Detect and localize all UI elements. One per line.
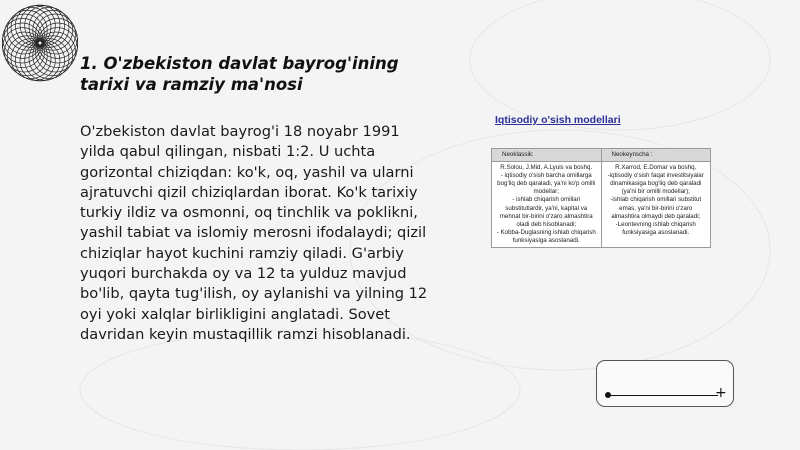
body-paragraph: O'zbekiston davlat bayrog'i 18 noyabr 1991 yilda qabul qilingan, nisbati 1:2. U uchta gorizontal chiziqdan: ko'k, oq, yashil va ularni ajratuvchi qizil chiziqlardan iborat. Ko'k tarixiy turkiy ildiz va osmonni, oq tinchlik va poklikni, yashil tabiat va islomiy merosni ifodalaydi; qizil chiziqlar hayot kuchini ramziy qiladi. G'arbiy yuqori burchakda oy va 12 ta yulduz mavjud bo'lib, qayta tug'ilish, oy aylanishi va yilning 12 oyi yoki xalqlar birlikligini anglatadi. Sovet davridan keyin mustaqillik ramzi hisoblanadi. xyxy=(80,123,428,343)
cell-line: - iqtisodiy o'sish barcha omillarga bog'liq deb qaraladi, ya'ni ko'p omilli modellar; xyxy=(497,172,596,196)
cell-line: -Leontevning ishlab chiqarish funksiyasiga asoslanadi. xyxy=(615,220,696,236)
column-header: Neoklassik: xyxy=(492,149,602,162)
cell-line: - ishlab chiqarish omillari substitutlardir, ya'ni, kapital va mehnat bir-birini o'zaro almashtira oladi deb hisoblanadi; xyxy=(499,196,593,228)
models-image xyxy=(483,108,725,286)
cell-line: -iqtisodiy o'sish faqat investitsiyalar dinamikasiga bog'liq deb qaraladi (ya'ni bir omilli modellar); xyxy=(607,172,704,196)
column-header: Neokeynscha : xyxy=(601,149,711,162)
cell-line: R.Xarrod, E.Domar va boshq. xyxy=(615,164,697,172)
models-table xyxy=(491,148,711,248)
table-cell-neokeynscha xyxy=(601,162,711,248)
slide-title: 1. O'zbekiston davlat bayrog'ining tarixi va ramziy ma'nosi xyxy=(80,54,399,94)
cell-line: -ishlab chiqarish omillari substitut emas, ya'ni bir-birini o'zaro almashtira olmaydi deb qaraladi; xyxy=(610,196,702,220)
slider-widget[interactable] xyxy=(596,360,734,407)
image-title: Iqtisodiy o'sish modellari xyxy=(495,114,621,126)
table-row xyxy=(492,162,711,248)
slider-track[interactable] xyxy=(608,395,718,396)
radio-dot-icon[interactable] xyxy=(605,392,611,398)
table-header-row xyxy=(492,149,711,162)
table-cell-neoklassik xyxy=(492,162,602,248)
cell-line: - Kobba-Duglasning ishlab chiqarish funksiyasiga asoslanadi. xyxy=(496,228,596,244)
decorative-circle xyxy=(2,0,78,86)
plus-icon[interactable]: + xyxy=(715,385,727,401)
cell-line: R.Solou, J.Mid, A.Lyuis va boshq. xyxy=(500,164,593,172)
